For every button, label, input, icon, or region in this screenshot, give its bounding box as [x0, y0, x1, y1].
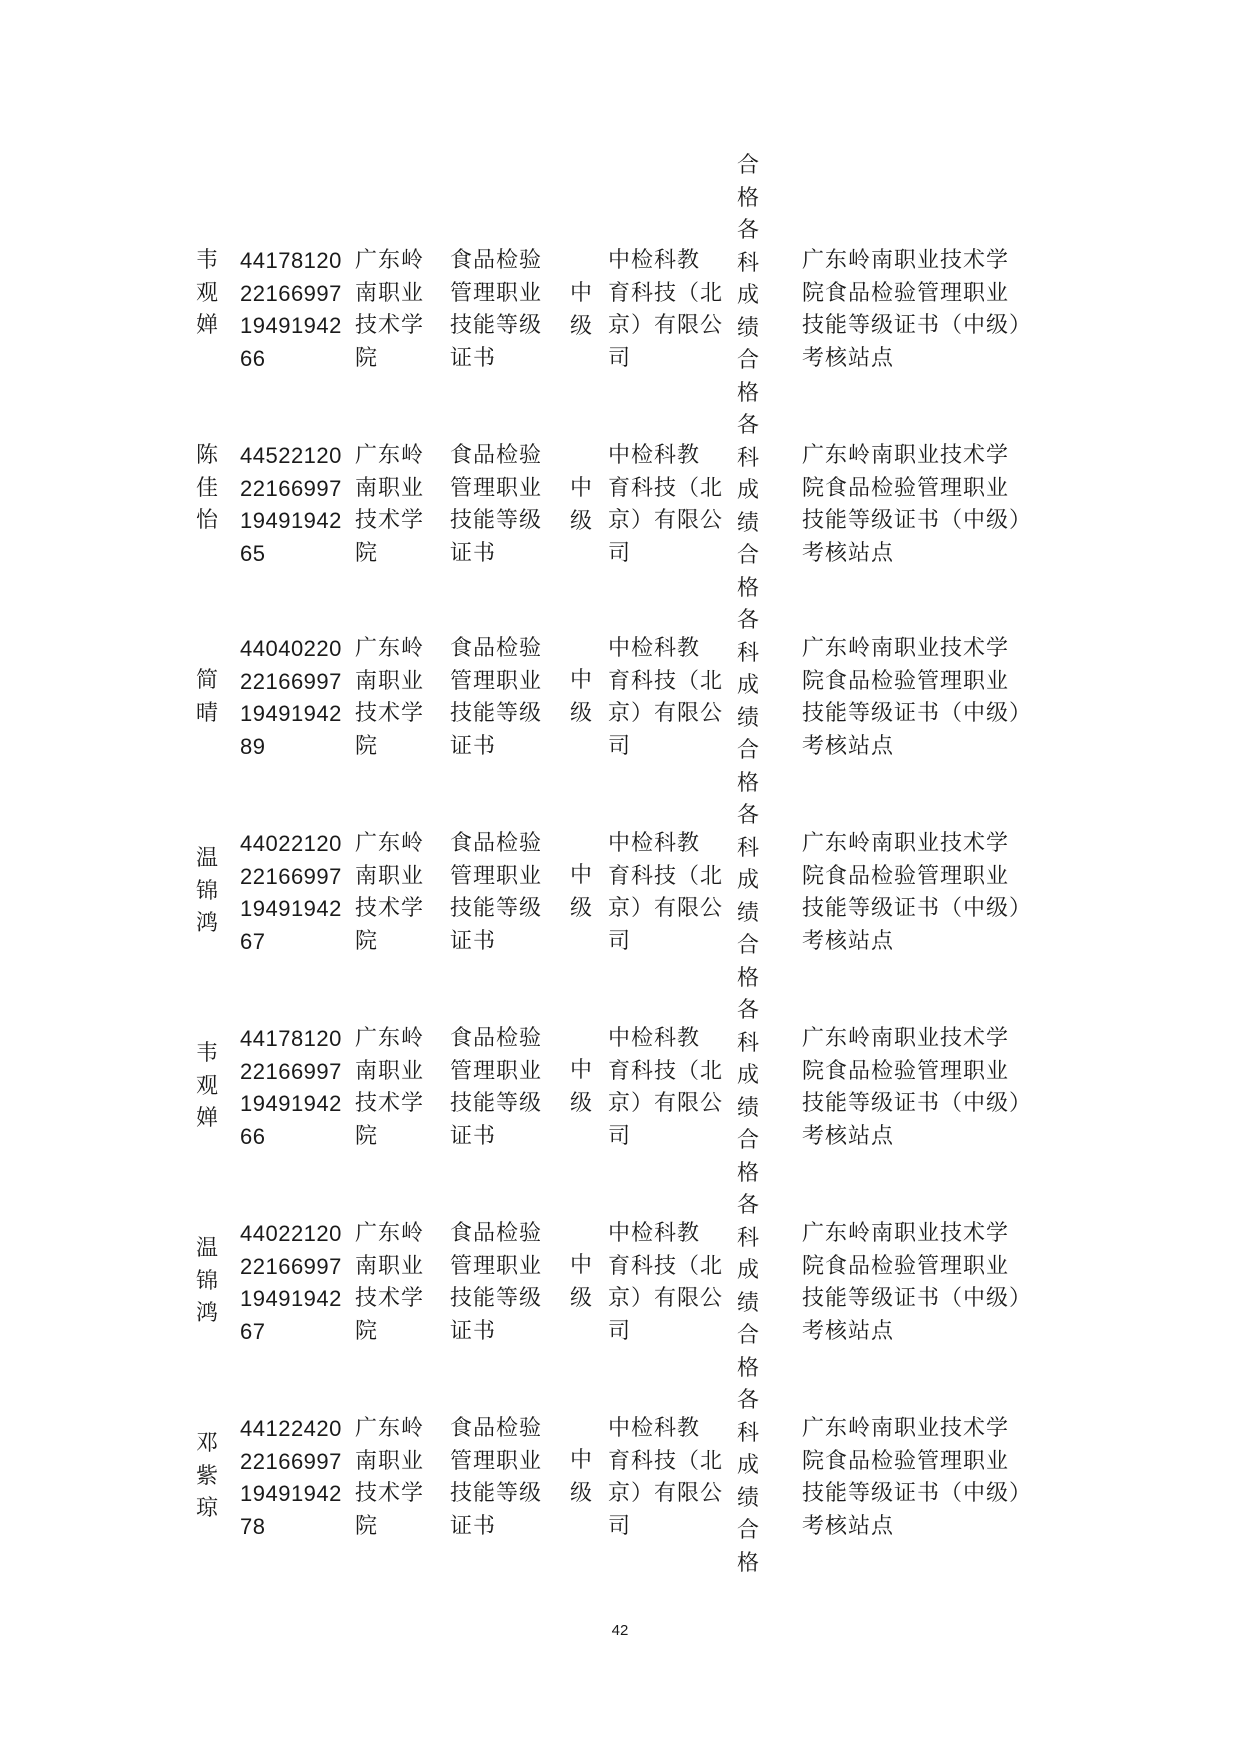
- cell-station: 广东岭南职业技术学 院食品检验管理职业 技能等级证书（中级） 考核站点: [802, 248, 1033, 371]
- result-char: 合: [736, 1323, 759, 1348]
- cell-certificate: 食品检验 管理职业 技能等级 证书: [450, 1416, 543, 1539]
- cell-name: 温 锦 鸿: [196, 846, 220, 936]
- result-char: 成: [736, 1258, 759, 1283]
- result-char: 合: [736, 738, 759, 763]
- result-char: 科: [736, 640, 759, 666]
- result-char: 科: [736, 250, 759, 276]
- result-char: 格: [736, 1160, 759, 1186]
- cell-level: 中 级: [570, 863, 594, 921]
- cell-id-number: 44178120 22166997 19491942 66: [240, 1026, 342, 1149]
- cell-school: 广东岭 南职业 技术学 院: [355, 248, 425, 371]
- cell-certificate: 食品检验 管理职业 技能等级 证书: [450, 248, 543, 371]
- cell-id-number: 44022120 22166997 19491942 67: [240, 831, 342, 954]
- result-char: 科: [736, 835, 759, 861]
- cell-level: 中 级: [570, 476, 594, 534]
- cell-name: 韦 观 婵: [196, 1041, 220, 1131]
- cell-id-number: 44040220 22166997 19491942 89: [240, 636, 342, 759]
- result-char: 合: [736, 933, 759, 958]
- cell-organization: 中检科教 育科技（北 京）有限公 司: [608, 1026, 724, 1149]
- result-char: 各: [736, 1193, 759, 1218]
- result-char: 格: [736, 185, 759, 211]
- cell-organization: 中检科教 育科技（北 京）有限公 司: [608, 831, 724, 954]
- result-char: 成: [736, 283, 759, 308]
- result-char: 成: [736, 673, 759, 698]
- cell-organization: 中检科教 育科技（北 京）有限公 司: [608, 443, 724, 566]
- cell-organization: 中检科教 育科技（北 京）有限公 司: [608, 1416, 724, 1539]
- cell-school: 广东岭 南职业 技术学 院: [355, 636, 425, 759]
- result-char: 格: [736, 770, 759, 796]
- result-char: 科: [736, 445, 759, 471]
- cell-school: 广东岭 南职业 技术学 院: [355, 1026, 425, 1149]
- cell-station: 广东岭南职业技术学 院食品检验管理职业 技能等级证书（中级） 考核站点: [802, 1026, 1033, 1149]
- result-char: 合: [736, 348, 759, 373]
- cell-name: 韦 观 婵: [196, 248, 220, 338]
- cell-station: 广东岭南职业技术学 院食品检验管理职业 技能等级证书（中级） 考核站点: [802, 443, 1033, 566]
- cell-organization: 中检科教 育科技（北 京）有限公 司: [608, 1221, 724, 1344]
- result-char: 格: [736, 380, 759, 406]
- cell-id-number: 44522120 22166997 19491942 65: [240, 443, 342, 566]
- cell-station: 广东岭南职业技术学 院食品检验管理职业 技能等级证书（中级） 考核站点: [802, 831, 1033, 954]
- result-char: 各: [736, 413, 759, 438]
- result-char: 格: [736, 1355, 759, 1381]
- cell-level: 中 级: [570, 668, 594, 726]
- result-char: 成: [736, 868, 759, 893]
- cell-school: 广东岭 南职业 技术学 院: [355, 1221, 425, 1344]
- result-char: 绩: [736, 1290, 759, 1316]
- result-char: 科: [736, 1225, 759, 1251]
- cell-level: 中 级: [570, 1058, 594, 1116]
- result-char: 科: [736, 1420, 759, 1446]
- result-char: 绩: [736, 315, 759, 341]
- result-char: 各: [736, 608, 759, 633]
- cell-certificate: 食品检验 管理职业 技能等级 证书: [450, 443, 543, 566]
- result-char: 各: [736, 998, 759, 1023]
- cell-id-number: 44022120 22166997 19491942 67: [240, 1221, 342, 1344]
- cell-id-number: 44178120 22166997 19491942 66: [240, 248, 342, 371]
- cell-name: 温 锦 鸿: [196, 1236, 220, 1326]
- result-char: 各: [736, 803, 759, 828]
- result-char: 合: [736, 1518, 759, 1543]
- result-char: 各: [736, 218, 759, 243]
- cell-station: 广东岭南职业技术学 院食品检验管理职业 技能等级证书（中级） 考核站点: [802, 1221, 1033, 1344]
- cell-name: 陈 佳 怡: [196, 443, 220, 533]
- result-char: 各: [736, 1388, 759, 1413]
- result-char: 合: [736, 543, 759, 568]
- cell-organization: 中检科教 育科技（北 京）有限公 司: [608, 636, 724, 759]
- cell-certificate: 食品检验 管理职业 技能等级 证书: [450, 1026, 543, 1149]
- result-column: [733, 150, 763, 1580]
- cell-station: 广东岭南职业技术学 院食品检验管理职业 技能等级证书（中级） 考核站点: [802, 1416, 1033, 1539]
- cell-name: 邓 紫 琼: [196, 1431, 220, 1521]
- cell-level: 中 级: [570, 1448, 594, 1506]
- result-char: 绩: [736, 900, 759, 926]
- result-char: 绩: [736, 510, 759, 536]
- result-char: 格: [736, 575, 759, 601]
- result-char: 成: [736, 1063, 759, 1088]
- cell-school: 广东岭 南职业 技术学 院: [355, 1416, 425, 1539]
- result-char: 成: [736, 1453, 759, 1478]
- cell-certificate: 食品检验 管理职业 技能等级 证书: [450, 831, 543, 954]
- cell-station: 广东岭南职业技术学 院食品检验管理职业 技能等级证书（中级） 考核站点: [802, 636, 1033, 759]
- cell-certificate: 食品检验 管理职业 技能等级 证书: [450, 636, 543, 759]
- result-char: 格: [736, 1550, 759, 1576]
- cell-level: 中 级: [570, 1253, 594, 1311]
- cell-level: 中 级: [570, 281, 594, 339]
- result-char: 科: [736, 1030, 759, 1056]
- result-char: 合: [736, 153, 759, 178]
- result-char: 绩: [736, 1095, 759, 1121]
- result-char: 格: [736, 965, 759, 991]
- page-number: 42: [611, 1622, 629, 1639]
- cell-id-number: 44122420 22166997 19491942 78: [240, 1416, 342, 1539]
- cell-school: 广东岭 南职业 技术学 院: [355, 443, 425, 566]
- cell-organization: 中检科教 育科技（北 京）有限公 司: [608, 248, 724, 371]
- result-char: 合: [736, 1128, 759, 1153]
- result-char: 绩: [736, 1485, 759, 1511]
- result-char: 成: [736, 478, 759, 503]
- cell-certificate: 食品检验 管理职业 技能等级 证书: [450, 1221, 543, 1344]
- cell-name: 简 晴: [196, 668, 220, 726]
- cell-school: 广东岭 南职业 技术学 院: [355, 831, 425, 954]
- result-char: 绩: [736, 705, 759, 731]
